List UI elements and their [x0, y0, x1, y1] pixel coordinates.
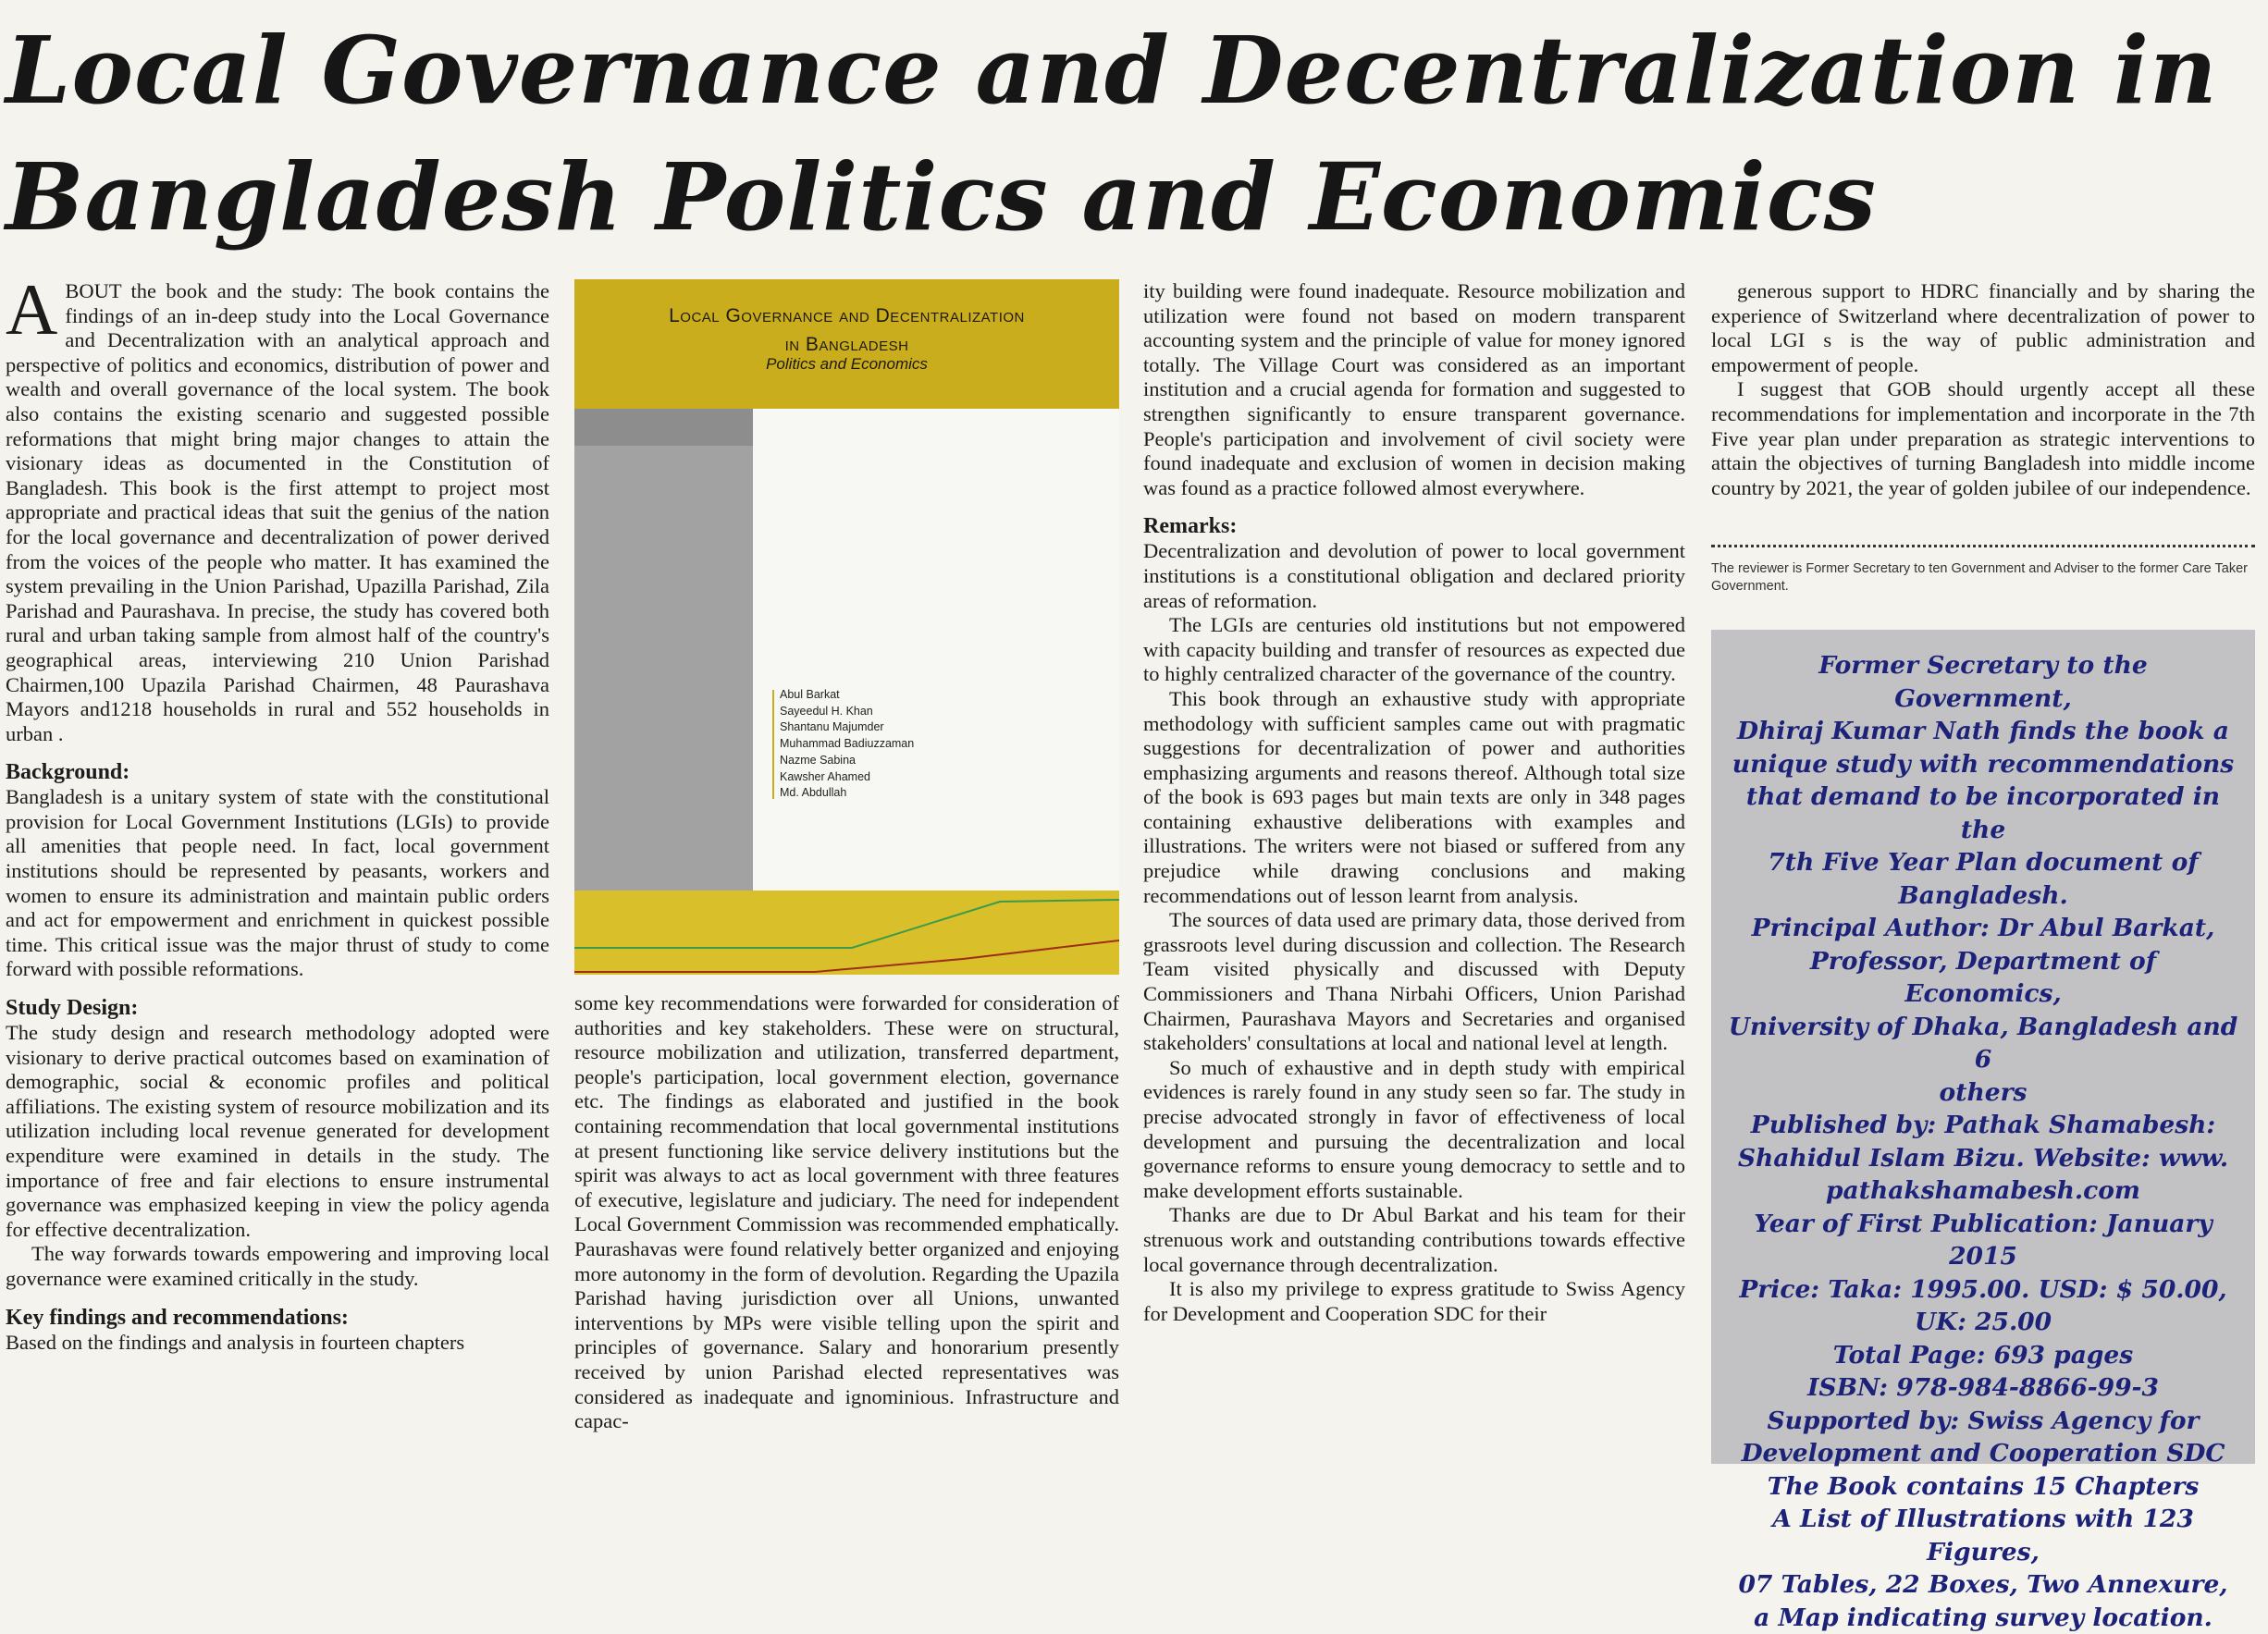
info-line: 07 Tables, 22 Boxes, Two Annexure,	[1728, 1568, 2238, 1602]
remarks-paragraph: So much of exhaustive and in depth study with empirical evidences is rarely found in any study seen so far. The study in precise advocated strongly in favor of effectiveness of local development and pursuing the decentralization and local governance reforms to ensure young democracy to settle and to make development efforts sustainable.	[1143, 1056, 1685, 1204]
info-line: 7th Five Year Plan document of	[1728, 846, 2238, 879]
dotted-divider	[1711, 545, 2255, 547]
remarks-paragraph: The sources of data used are primary data, those derived from grassroots level during discussion and collection. The Research Team visited physically and discussed with Deputy Commissioners and Thana Nirbahi Officers, Union Parishad Chairmen, Paurashava Mayors and Secretaries and organised stakeholders' consultations at local and national level at length.	[1143, 908, 1685, 1056]
key-findings-text: Based on the findings and analysis in fourteen chapters	[6, 1331, 549, 1356]
info-line: Dhiraj Kumar Nath finds the book a	[1728, 715, 2238, 748]
info-line: unique study with recommendations	[1728, 748, 2238, 781]
background-text: Bangladesh is a unitary system of state with the constitutional provision for Local Government Institutions (LGIs) to provide all amenities that people need. In fact, local government institutions should be represented by peasants, workers and women to ensure its administration and maintain public orders and act for empowerment and enrichment in quickest possible time. This critical issue was the major thrust of study to come forward with possible reformations.	[6, 785, 549, 982]
info-line: Former Secretary to the Government,	[1728, 649, 2238, 715]
cover-author-bar	[772, 690, 774, 799]
info-line: Principal Author: Dr Abul Barkat,	[1728, 912, 2238, 945]
cover-title-line-1: Local Governance and Decentralization	[669, 305, 1025, 326]
cover-white-panel	[753, 409, 1119, 891]
info-line: Shahidul Islam Bizu. Website: www.	[1728, 1142, 2238, 1175]
info-line: Published by: Pathak Shamabesh:	[1728, 1109, 2238, 1142]
cover-author: Md. Abdullah	[780, 785, 1057, 802]
book-info-box	[1711, 630, 2255, 1464]
info-line: A List of Illustrations with 123 Figures,	[1728, 1503, 2238, 1568]
info-line: others	[1728, 1076, 2238, 1110]
column-1	[6, 279, 549, 1355]
remarks-paragraph: Thanks are due to Dr Abul Barkat and his team for their strenuous work and outstanding contributions towards effective local governance through decentralization.	[1143, 1203, 1685, 1277]
remarks-paragraph: This book through an exhaustive study with appropriate methodology with sufficient samples came out with pragmatic suggestions for decentralization of power and authorities emphasizing arguments and reasons thereof. Although total size of the book is 693 pages but main texts are only in 348 pages containing exhaustive deliberations with examples and illustrations. The writers were not biased or suffered from any prejudice while drawing conclusions and making recommendations out of lesson learnt from analysis.	[1143, 687, 1685, 908]
drop-cap: A	[6, 281, 57, 338]
info-line: Total Page: 693 pages	[1728, 1339, 2238, 1372]
info-line: Development and Cooperation SDC	[1728, 1437, 2238, 1470]
cover-bottom-band	[574, 891, 1119, 975]
headline-line-1: Local Governance and Decentralization in	[6, 16, 2218, 125]
column-4-paragraph: I suggest that GOB should urgently accept all these recommendations for implementation and incorporate in the 7th Five year plan under preparation as strategic interventions to attain the objectives of turning Bangladesh into middle income country by 2021, the year of golden jubilee of our independence.	[1711, 377, 2255, 500]
study-design-heading: Study Design:	[6, 995, 549, 1021]
key-findings-heading: Key findings and recommendations:	[6, 1305, 549, 1331]
remarks-paragraph: It is also my privilege to express gratitude to Swiss Agency for Development and Cooperation SDC for their	[1143, 1277, 1685, 1326]
info-line: The Book contains 15 Chapters	[1728, 1470, 2238, 1504]
info-line: Supported by: Swiss Agency for	[1728, 1405, 2238, 1438]
cover-author: Muhammad Badiuzzaman	[780, 736, 1057, 753]
cover-gray-panel	[574, 409, 753, 891]
about-paragraph	[6, 279, 549, 746]
cover-author: Sayeedul H. Khan	[780, 704, 1057, 720]
info-line: Price: Taka: 1995.00. USD: $ 50.00,	[1728, 1273, 2238, 1307]
cover-graph	[574, 891, 1119, 975]
info-line: Bangladesh.	[1728, 879, 2238, 913]
remarks-paragraph: The LGIs are centuries old institutions but not empowered with capacity building and transfer of resources as expected due to highly centralized character of the governance of the country.	[1143, 613, 1685, 687]
info-line: UK: 25.00	[1728, 1306, 2238, 1339]
cover-author: Shantanu Majumder	[780, 719, 1057, 736]
headline	[6, 7, 2244, 261]
info-line: University of Dhaka, Bangladesh and 6	[1728, 1011, 2238, 1076]
info-line: pathakshamabesh.com	[1728, 1174, 2238, 1208]
reviewer-note: The reviewer is Former Secretary to ten Government and Adviser to the former Care Taker Government.	[1711, 560, 2255, 596]
column-2-text: some key recommendations were forwarded for consideration of authorities and key stakeholders. These were on structural, resource mobilization and utilization, transferred department, people's participation, local government election, governance etc. The findings as elaborated and justified in the book containing recommendation that local governmental institutions at present functioning like service delivery institutions but the spirit was always to act as local government with three features of executive, legislature and judiciary. The need for independent Local Government Commission was recommended emphatically. Paurashavas were found relatively better organized and enjoying more autonomy in the form of devolution. Regarding the Upazila Parishad having jurisdiction over all Unions, unwanted interventions by MPs were visible telling upon the spirit and principles of governance. Salary and honorarium presently received by union Parishad elected representatives was considered as inadequate and ignominious. Infrastructure and capac-	[574, 991, 1119, 1434]
cover-author: Kawsher Ahamed	[780, 769, 1057, 786]
cover-author: Abul Barkat	[780, 687, 1057, 704]
remarks-paragraph: Decentralization and devolution of power to local government institutions is a constitutional obligation and declared priority areas of reformation.	[1143, 539, 1685, 613]
cover-green-line	[574, 900, 1119, 948]
column-4-paragraph: generous support to HDRC financially and by sharing the experience of Switzerland where decentralization of power to local LGI s is the way of public administration and empowerment of people.	[1711, 279, 2255, 377]
background-heading: Background:	[6, 759, 549, 785]
info-line: that demand to be incorporated in the	[1728, 780, 2238, 846]
about-text: BOUT the book and the study: The book contains the findings of an in-deep study into the Local Governance and Decentralization with an analytical approach and perspective of politics and economics, distribution of power and wealth and overall governance of the local system. The book also contains the existing scenario and suggested possible reformations that might bring major changes to attain the visionary ideas as documented in the Constitution of Bangladesh. This book is the first attempt to project most appropriate and practical ideas that suit the genius of the nation for the local governance and decentralization of power derived from the voices of the people who matter. It has examined the system prevailing in the Union Parishad, Upazilla Parishad, Zila Parishad and Paurashava. In precise, the study has covered both rural and urban taking sample from almost half of the country's geographical areas, interviewing 210 Union Parishad Chairmen,100 Upazila Parishad Chairmen, 48 Paurashava Mayors and1218 households in rural and 552 households in urban .	[6, 279, 549, 745]
column-3	[1143, 279, 1685, 1326]
cover-authors	[780, 687, 1057, 802]
remarks-heading: Remarks:	[1143, 513, 1685, 539]
cover-gray-shade	[574, 409, 753, 446]
study-design-text-2: The way forwards towards empowering and improving local governance were examined critically in the study.	[6, 1242, 549, 1291]
cover-author: Nazme Sabina	[780, 753, 1057, 769]
cover-subtitle: Politics and Economics	[574, 355, 1119, 374]
column-4	[1711, 279, 2255, 500]
info-line: Professor, Department of Economics,	[1728, 945, 2238, 1011]
info-line: a Map indicating survey location.	[1728, 1602, 2238, 1634]
info-line: ISBN: 978-984-8866-99-3	[1728, 1371, 2238, 1405]
column-2	[574, 991, 1119, 1434]
headline-line-2: Bangladesh Politics and Economics	[6, 142, 1877, 252]
cover-red-line	[574, 940, 1119, 972]
cover-title	[574, 301, 1119, 359]
book-cover	[574, 279, 1119, 975]
column-3-paragraph: ity building were found inadequate. Resource mobilization and utilization were found not based on modern transparent accounting system and the principle of value for money ignored totally. The Village Court was considered as an important institution and a crucial agenda for formation and suggested to strengthen significantly to ensure transparent governance. People's participation and involvement of civil society were found inadequate and exclusion of women in decision making was found as a practice followed almost everywhere.	[1143, 279, 1685, 500]
cover-title-line-2: in Bangladesh	[785, 334, 909, 355]
study-design-text: The study design and research methodology adopted were visionary to derive practical outcomes based on examination of demographic, social & economic profiles and political affiliations. The existing system of resource mobilization and its utilization including local revenue generated for development expenditure were examined in details in the study. The importance of free and fair elections to ensure instrumental governance was emphasized keeping in view the policy agenda for effective decentralization.	[6, 1021, 549, 1242]
info-line: Year of First Publication: January 2015	[1728, 1208, 2238, 1273]
